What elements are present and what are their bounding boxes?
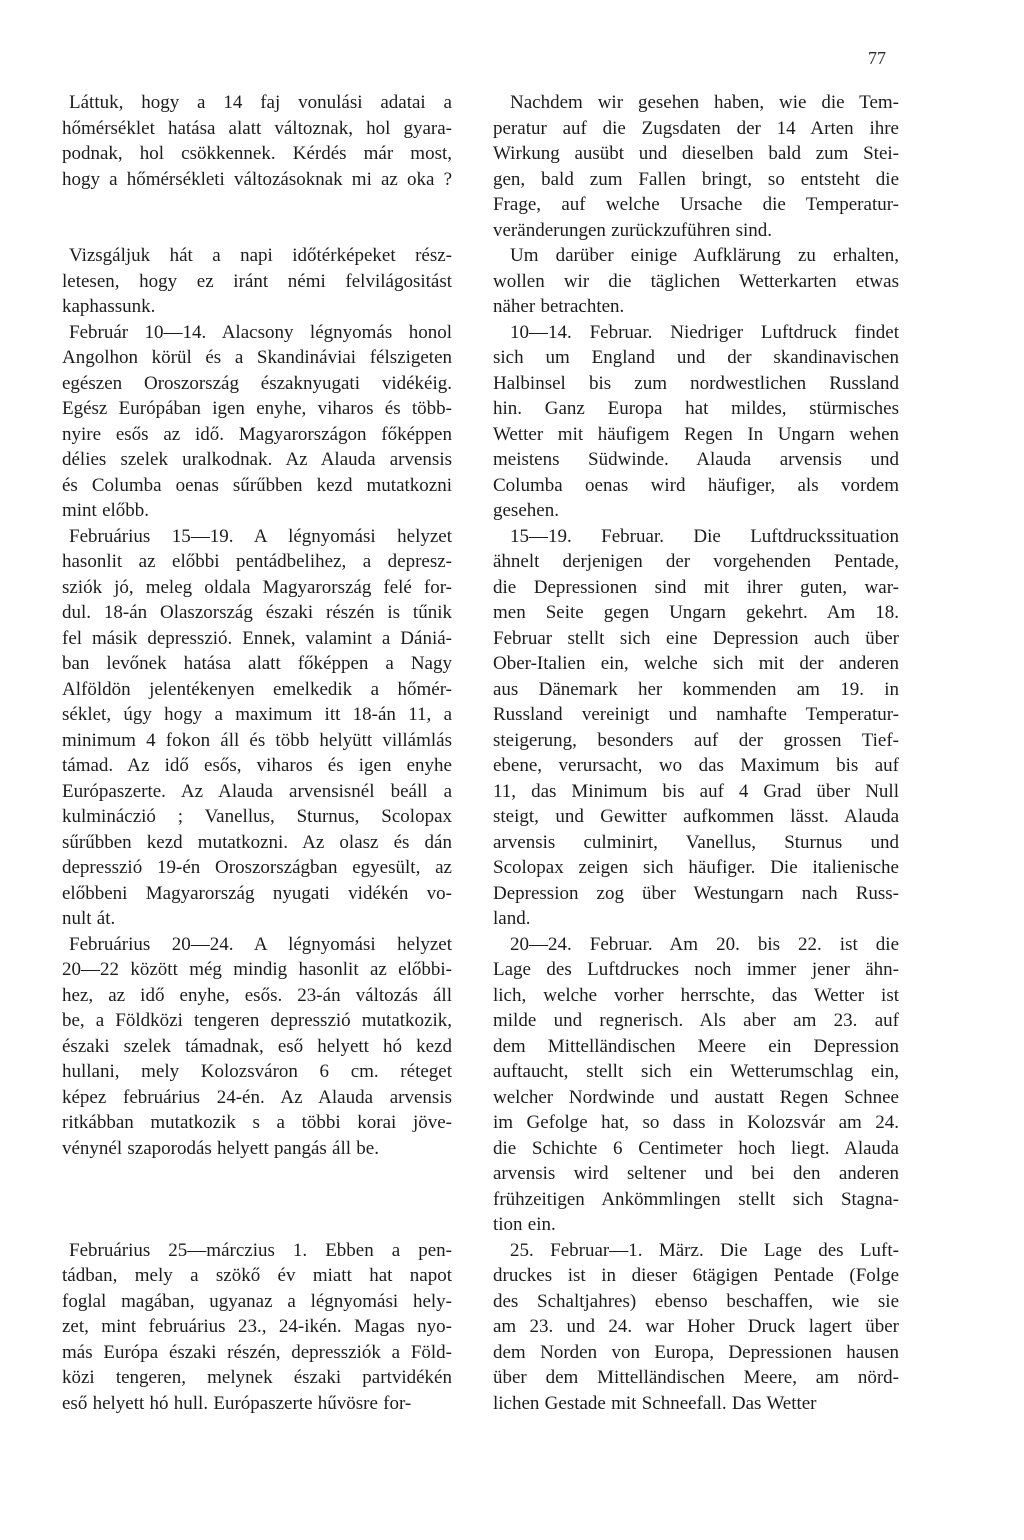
paragraph: [62, 1238, 452, 1417]
text-line: veränderungen zurückzuführen sind.: [493, 219, 773, 241]
text-line: Frage, auf welche Ursache die Temperatur-: [493, 194, 899, 215]
text-line: am 23. und 24. war Hoher Druck lagert über: [493, 1316, 899, 1337]
paragraph: [493, 524, 899, 932]
text-line: arvensis culminirt, Vanellus, Sturnus und: [493, 831, 899, 853]
text-line: 25. Februar—1. März. Die Lage des Luft-: [510, 1239, 899, 1261]
paragraph: [493, 90, 899, 243]
text-line: Lage des Luftdruckes noch immer jener ähn-: [493, 959, 899, 980]
text-line: Angolhon körül és a Skandináviai félszigeten: [62, 347, 452, 368]
paragraph: [62, 243, 452, 320]
text-line: land.: [493, 908, 531, 929]
text-line: über dem Mittelländischen Meere, am nörd-: [493, 1367, 899, 1388]
text-line: im Gefolge hat, so dass in Kolozsvár am 24.: [493, 1112, 899, 1133]
text-line: druckes ist in dieser 6tägigen Pentade (Folge: [493, 1265, 899, 1286]
text-line: welcher Nordwinde und austatt Regen Schnee: [493, 1086, 899, 1108]
text-line: 11, das Minimum bis auf 4 Grad über Null: [493, 780, 899, 802]
paragraph: [62, 320, 452, 524]
text-line: nyire esős az idő. Magyarországon főképpen: [62, 423, 452, 445]
paragraph: [62, 524, 452, 932]
text-line: Wetter mit häufigem Regen In Ungarn wehen: [493, 423, 899, 445]
text-line: foglal magában, ugyanaz a légnyomási hely-: [62, 1290, 452, 1312]
text-line: depresszió 19-én Oroszországban egyesült, az: [62, 857, 452, 878]
text-line: sziók jó, meleg oldala Magyarország felé for-: [62, 576, 452, 598]
text-line: minimum 4 fokon áll és több helyütt villámlás: [62, 729, 452, 751]
hungarian-column: [62, 90, 452, 1416]
text-line: aus Dänemark her kommenden am 19. in: [493, 678, 899, 700]
text-line: sűrűbben kezd mutatkozni. Az olasz és dán: [62, 831, 452, 853]
text-line: auftaucht, stellt sich ein Wetterumschlag ein,: [493, 1061, 899, 1082]
text-line: Februárius 20—24. A légnyomási helyzet: [69, 933, 452, 955]
text-line: hogy a hőmérsékleti változásoknak mi az oka ?: [62, 168, 452, 190]
text-line: támad. Az idő esős, viharos és igen enyhe: [62, 755, 452, 776]
german-column: [493, 90, 899, 1416]
paragraph: [493, 320, 899, 524]
text-line: kaphassunk.: [62, 296, 156, 317]
text-line: dul. 18-án Olaszország északi részén is tűnik: [62, 602, 452, 623]
text-line: Februárius 25—márczius 1. Ebben a pen-: [69, 1239, 452, 1261]
text-line: steigt, und Gewitter aufkommen lässt. Alauda: [493, 806, 899, 827]
text-line: Scolopax zeigen sich häufiger. Die italienische: [493, 857, 899, 878]
text-line: mint előbb.: [62, 500, 150, 521]
text-line: Február 10—14. Alacsony légnyomás honol: [69, 321, 452, 343]
text-line: dem Mittelländischen Meere ein Depression: [493, 1035, 899, 1057]
text-line: Ober-Italien ein, welche sich mit der anderen: [493, 653, 899, 674]
text-line: milde und regnerisch. Als aber am 23. auf: [493, 1010, 899, 1031]
text-line: die Schichte 6 Centimeter hoch liegt. Alauda: [493, 1137, 899, 1159]
text-line: be, a Földközi tengeren depresszió mutatkozik,: [62, 1010, 452, 1031]
paragraph: [62, 90, 452, 192]
text-line: séklet, úgy hogy a maximum itt 18-án 11, a: [62, 704, 452, 725]
text-line: és Columba oenas sűrűbben kezd mutatkozni: [62, 474, 452, 496]
text-line: hasonlit az előbbi pentádbelihez, a depresz-: [62, 551, 452, 572]
text-line: dem Norden von Europa, Depressionen hausen: [493, 1341, 899, 1363]
text-line: Nachdem wir gesehen haben, wie die Tem-: [510, 92, 899, 113]
paragraph: [62, 932, 452, 1162]
text-line: 20—24. Februar. Am 20. bis 22. ist die: [510, 933, 899, 955]
text-line: tádban, mely a szökő év miatt hat napot: [62, 1265, 452, 1286]
text-line: északi szelek támadnak, eső helyett hó kezd: [62, 1035, 452, 1057]
text-line: nult át.: [62, 908, 116, 929]
text-line: Láttuk, hogy a 14 faj vonulási adatai a: [69, 92, 452, 113]
text-line: Russland vereinigt und namhafte Temperatur-: [493, 704, 899, 725]
text-line: meistens Südwinde. Alauda arvensis und: [493, 449, 899, 470]
text-line: ritkábban mutatkozik s a többi korai jöve-: [62, 1112, 452, 1133]
text-line: kulmináczió ; Vanellus, Sturnus, Scolopax: [62, 806, 452, 827]
text-line: képez februárius 24-én. Az Alauda arvensis: [62, 1086, 452, 1108]
text-line: ähnelt derjenigen der vorgehenden Pentade,: [493, 551, 899, 572]
page-number: 77: [868, 48, 886, 68]
text-line: lichen Gestade mit Schneefall. Das Wetter: [493, 1392, 817, 1414]
text-line: közi tengeren, melynek északi partvidékén: [62, 1367, 452, 1388]
text-line: ban levőnek hatása alatt főképpen a Nagy: [62, 653, 452, 674]
text-line: Egész Európában igen enyhe, viharos és több-: [62, 398, 452, 419]
text-line: délies szelek uralkodnak. Az Alauda arvensis: [62, 449, 452, 470]
text-line: steigerung, besonders auf der grossen Tief-: [493, 729, 899, 751]
text-line: Februar stellt sich eine Depression auch über: [493, 627, 899, 649]
text-line: 15—19. Februar. Die Luftdruckssituation: [510, 525, 899, 547]
text-line: Um darüber einige Aufklärung zu erhalten,: [510, 245, 899, 266]
text-line: Februárius 15—19. A légnyomási helyzet: [69, 525, 452, 547]
text-line: peratur auf die Zugsdaten der 14 Arten ihre: [493, 117, 899, 139]
text-line: vénynél szaporodás helyett pangás áll be.: [62, 1137, 379, 1159]
text-line: hin. Ganz Europa hat mildes, stürmisches: [493, 398, 899, 419]
text-line: men Seite gegen Ungarn gekehrt. Am 18.: [493, 602, 899, 623]
text-line: előbbeni Magyarország nyugati vidékén vo-: [62, 882, 452, 904]
text-line: más Európa északi részén, depressziók a Föld-: [62, 1341, 452, 1363]
text-line: näher betrachten.: [493, 296, 625, 317]
text-line: hőmérséklet hatása alatt változnak, hol gyara-: [62, 117, 452, 139]
text-line: wollen wir die täglichen Wetterkarten etwas: [493, 270, 899, 292]
text-line: des Schaltjahres) ebenso beschaffen, wie sie: [493, 1290, 899, 1312]
text-line: Depression zog über Westungarn nach Russ-: [493, 882, 899, 904]
text-line: Vizsgáljuk hát a napi időtérképeket rész-: [69, 245, 452, 266]
text-line: Columba oenas wird häufiger, als vordem: [493, 474, 899, 496]
text-line: frühzeitigen Ankömmlingen stellt sich Stagna-: [493, 1188, 899, 1210]
text-line: eső helyett hó hull. Európaszerte hűvösre for-: [62, 1392, 412, 1414]
text-line: gesehen.: [493, 500, 559, 521]
text-line: 10—14. Februar. Niedriger Luftdruck findet: [510, 321, 899, 343]
paragraph: [493, 243, 899, 320]
text-line: lich, welche vorher herrschte, das Wetter ist: [493, 984, 899, 1006]
text-line: hez, az idő enyhe, esős. 23-án változás áll: [62, 984, 452, 1006]
text-line: podnak, hol csökkennek. Kérdés már most,: [62, 143, 452, 164]
text-line: sich um England und der skandinavischen: [493, 347, 899, 368]
text-line: egészen Oroszország északnyugati vidékéig.: [62, 372, 452, 394]
text-line: gen, bald zum Fallen bringt, so entsteht die: [493, 168, 899, 190]
paragraph: [493, 932, 899, 1238]
text-line: die Depressionen sind mit ihrer guten, war-: [493, 576, 899, 598]
text-line: hullani, mely Kolozsváron 6 cm. réteget: [62, 1061, 452, 1082]
text-line: Wirkung ausübt und dieselben bald zum Stei-: [493, 143, 899, 164]
text-line: tion ein.: [493, 1214, 556, 1235]
text-line: zet, mint februárius 23., 24-ikén. Magas nyo-: [62, 1316, 452, 1337]
text-line: 20—22 között még mindig hasonlit az előbbi-: [62, 959, 452, 980]
paragraph: [493, 1238, 899, 1417]
text-line: Alföldön jelentékenyen emelkedik a hőmér-: [62, 678, 452, 700]
text-line: ebene, verursacht, wo das Maximum bis auf: [493, 755, 899, 776]
text-line: fel másik depresszió. Ennek, valamint a Dániá-: [62, 627, 452, 649]
text-line: Halbinsel bis zum nordwestlichen Russland: [493, 372, 899, 394]
text-line: arvensis wird seltener und bei den anderen: [493, 1163, 899, 1184]
text-line: Európaszerte. Az Alauda arvensisnél beáll a: [62, 780, 452, 802]
text-line: letesen, hogy ez iránt némi felvilágositást: [62, 270, 452, 292]
